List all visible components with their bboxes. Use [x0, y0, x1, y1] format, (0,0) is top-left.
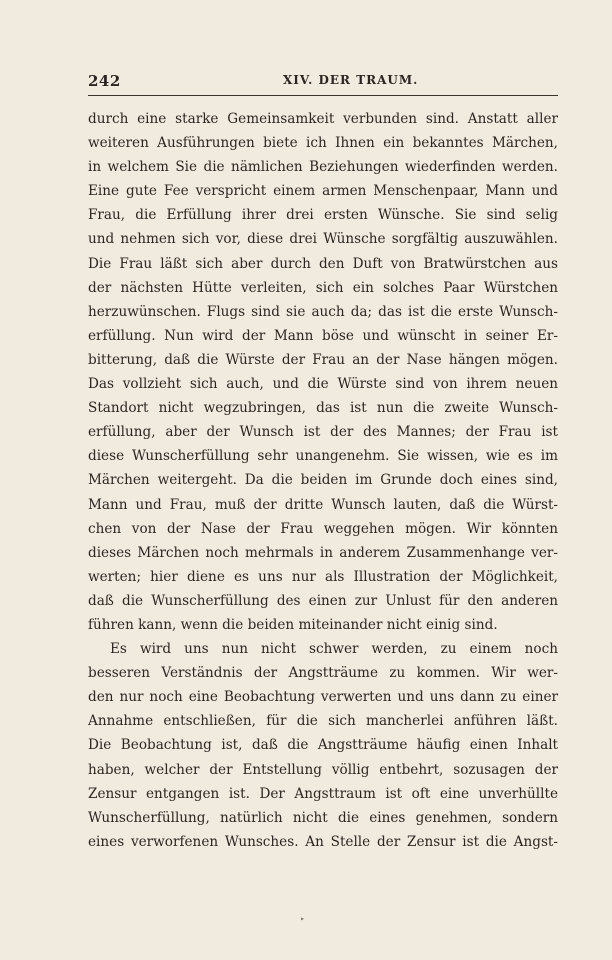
text-line: Die Beobachtung ist, daß die Angstträume häufig einen Inhalt — [88, 737, 558, 754]
chapter-title: XIV. DER TRAUM. — [283, 73, 419, 87]
text-line: führen kann, wenn die beiden miteinander nicht einig sind. — [88, 616, 498, 633]
text-line: bitterung, daß die Würste der Frau an der Nase hängen mögen. — [88, 351, 558, 368]
text-line: Die Frau läßt sich aber durch den Duft von Bratwürstchen aus — [88, 255, 558, 272]
text-line: Das vollzieht sich auch, und die Würste sind von ihrem neuen — [88, 376, 558, 393]
text-line: Frau, die Erfüllung ihrer drei ersten Wünsche. Sie sind selig — [88, 207, 558, 224]
text-line: besseren Verständnis der Angstträume zu kommen. Wir wer- — [88, 665, 558, 682]
text-line: chen von der Nase der Frau weggehen mögen. Wir könnten — [88, 520, 558, 537]
text-line: werten; hier diene es uns nur als Illustration der Möglichkeit, — [88, 568, 558, 585]
text-line: diese Wunscherfüllung sehr unangenehm. Sie wissen, wie es im — [88, 448, 558, 465]
text-line: dieses Märchen noch mehrmals in anderem Zusammenhange ver- — [88, 544, 558, 561]
text-line: Annahme entschließen, für die sich mancherlei anführen läßt. — [88, 713, 558, 730]
text-line: Eine gute Fee verspricht einem armen Menschenpaar, Mann und — [88, 183, 558, 200]
page-number: 242 — [88, 72, 121, 90]
text-line: Standort nicht wegzubringen, das ist nun die zweite Wunsch- — [88, 400, 558, 417]
paragraph-1 — [88, 107, 558, 637]
text-line: eines verworfenen Wunsches. An Stelle der Zensur ist die Angst- — [88, 833, 558, 850]
text-line: erfüllung. Nun wird der Mann böse und wünscht in seiner Er- — [88, 327, 558, 344]
text-line: Mann und Frau, muß der dritte Wunsch lauten, daß die Würst- — [88, 496, 558, 513]
text-line: in welchem Sie die nämlichen Beziehungen wiederfinden werden. — [88, 159, 558, 176]
text-line: erfüllung, aber der Wunsch ist der des Mannes; der Frau ist — [88, 424, 558, 441]
text-line: Wunscherfüllung, natürlich nicht die eines genehmen, sondern — [88, 809, 558, 826]
text-line: daß die Wunscherfüllung des einen zur Unlust für den anderen — [88, 592, 558, 609]
running-head — [88, 70, 558, 92]
bottom-mark: ‣ — [300, 915, 305, 924]
body-text — [88, 107, 558, 854]
text-line: Märchen weitergeht. Da die beiden im Grunde doch eines sind, — [88, 472, 558, 489]
text-line: herzuwünschen. Flugs sind sie auch da; das ist die erste Wunsch- — [88, 303, 558, 320]
text-line: und nehmen sich vor, diese drei Wünsche sorgfältig auszuwählen. — [88, 231, 558, 248]
text-line: den nur noch eine Beobachtung verwerten und uns dann zu einer — [88, 689, 558, 706]
text-line: der nächsten Hütte verleiten, sich ein solches Paar Würstchen — [88, 279, 558, 296]
text-line: weiteren Ausführungen biete ich Ihnen ein bekanntes Märchen, — [88, 135, 558, 152]
header-rule — [88, 95, 558, 96]
text-line: durch eine starke Gemeinsamkeit verbunden sind. Anstatt aller — [88, 111, 558, 127]
text-line: haben, welcher der Entstellung völlig entbehrt, sozusagen der — [88, 761, 558, 778]
paragraph-2 — [88, 637, 558, 854]
text-line: Zensur entgangen ist. Der Angsttraum ist oft eine unverhüllte — [88, 785, 558, 802]
text-line: Es wird uns nun nicht schwer werden, zu einem noch — [110, 641, 558, 658]
